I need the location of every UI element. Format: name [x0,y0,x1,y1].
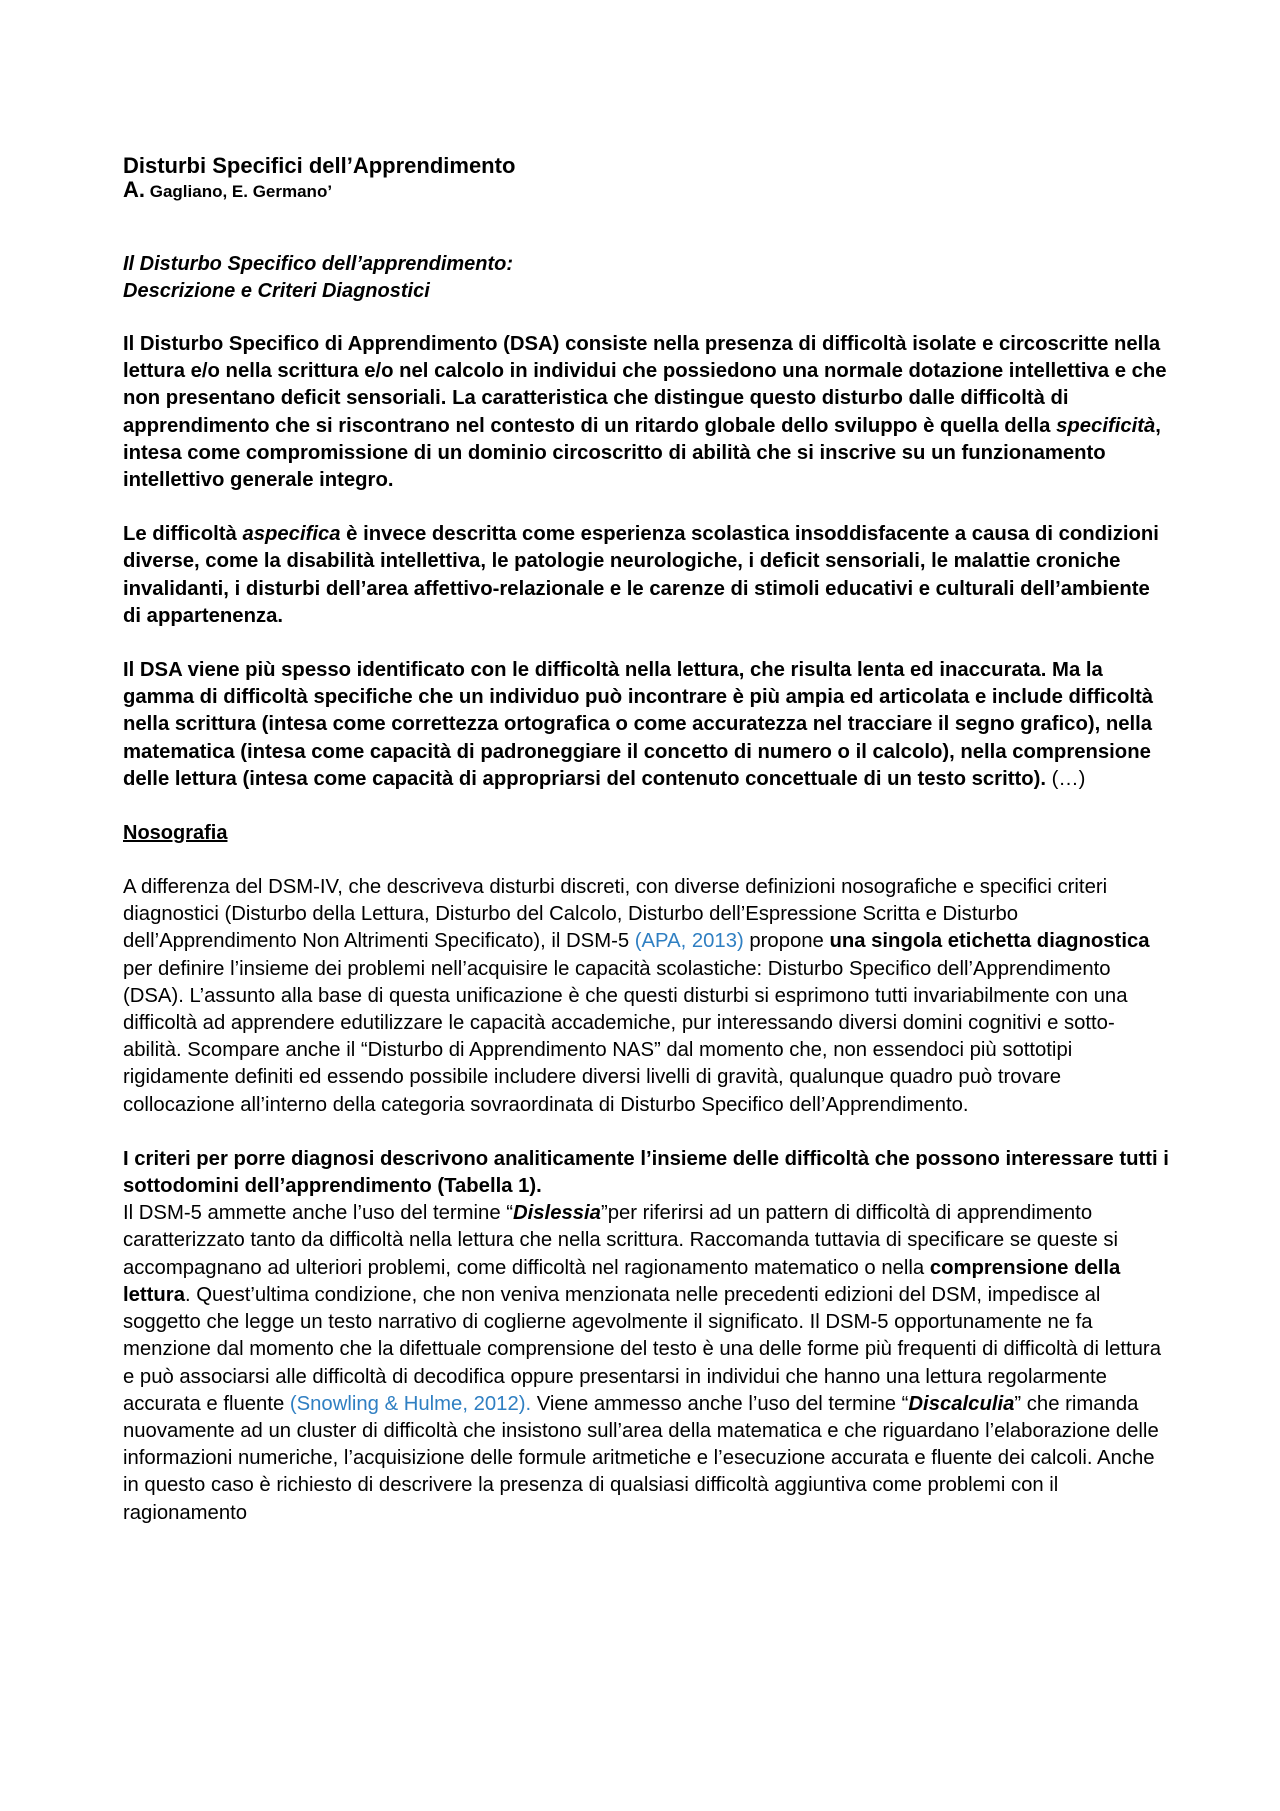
emphasis-specificita: specificità [1056,414,1156,437]
heading-nosografia: Nosografia [123,822,228,845]
authors-initial: A. [123,177,145,202]
paragraph-text: Il DSM-5 ammette anche l’uso del termine “ [123,1202,513,1225]
paragraph-dislessia [123,1200,1173,1526]
document-title: Disturbi Specifici dell’Apprendimento [123,153,516,178]
paragraph-text: per definire l’insieme dei problemi nell’acquisire le capacità scolastiche: Disturbo Specifico dell’Apprendimento (DSA). L’assunto alla base di questa unificazione è che questi disturbi si esprimono tutti invariabilmente con una difficoltà ad apprendere edutilizzare le capacità accademiche, pur interessando diversi domini cognitivi e sotto-abilità. Scompare anche il “Disturbo di Apprendimento NAS” dal momento che, non essendoci più sottotipi rigidamente definiti ed essendo possibile includere diversi livelli di gravità, qualunque quadro può trovare collocazione all’interno della categoria sovraordinata di Disturbo Specifico dell’Apprendimento. [123,957,1128,1116]
paragraph-text: . Quest’ultima condizione, che non veniva menzionata nelle precedenti edizioni del DSM, impedisce al soggetto che legge un testo narrativo di coglierne agevolmente il significato. Il DSM-5 opportunamente ne fa menzione dal momento che la difettuale comprensione del testo è una delle forme più frequenti di difficoltà di lettura e può associarsi alle difficoltà di decodifica oppure presentarsi in individui che hanno una lettura regolarmente accurata e fluente [123,1283,1161,1415]
term-dislessia: Dislessia [513,1202,601,1225]
paragraph-text: ”per riferirsi ad un pattern di difficoltà di apprendimento caratterizzato tanto da difficoltà nella lettura che nella scrittura. Raccomanda tuttavia di specificare se queste si accompagnano ad ulteriori problemi, come difficoltà nel ragionamento matematico o nella [123,1202,1119,1279]
paragraph-dsa-range [123,657,1173,793]
paragraph-text: , intesa come compromissione di un dominio circoscritto di abilità che si inscrive su un funzionamento intellettivo generale integro. [123,414,1161,492]
document-body [123,152,1173,1527]
paragraph-text: Il Disturbo Specifico di Apprendimento (DSA) consiste nella presenza di difficoltà isolate e circoscritte nella lettura e/o nella scrittura e/o nel calcolo in individui che possiedono una normale dotazione intellettiva e che non presentano deficit sensoriali. La caratteristica che distingue questo disturbo dalle difficoltà di apprendimento che si riscontrano nel contesto di un ritardo globale dello sviluppo è quella della [123,333,1167,437]
term-discalculia: Discalculia [908,1392,1015,1415]
paragraph-text: Il DSA viene più spesso identificato con le difficoltà nella lettura, che risulta lenta ed inaccurata. Ma la gamma di difficoltà specifiche che un individuo può incontrare è più ampia ed articolata e include difficoltà nella scrittura (intesa come correttezza ortografica o come accuratezza nel tracciare il segno grafico), nella matematica (intesa come capacità di padroneggiare il concetto di numero o il calcolo), nella comprensione delle lettura (intesa come capacità di appropriarsi del contenuto concettuale di un testo scritto). [123,659,1154,790]
paragraph-dsm5 [123,874,1173,1119]
paragraph-text: propone [743,930,830,953]
section-title-line-1: Il Disturbo Specifico dell’apprendimento: [123,253,514,275]
section-title-line-2: Descrizione e Criteri Diagnostici [123,280,430,302]
authors-line [123,179,1173,203]
paragraph-text: Viene ammesso anche l’uso del termine “ [531,1392,909,1415]
bold-phrase: una singola etichetta diagnostica [829,930,1150,953]
paragraph-aspecifica [123,521,1173,630]
citation-snowling-hulme-2012[interactable]: (Snowling & Hulme, 2012). [289,1392,532,1415]
citation-apa-2013[interactable]: (APA, 2013) [634,930,744,953]
paragraph-text: è invece descritta come esperienza scolastica insoddisfacente a causa di condizioni diverse, come la disabilità intellettiva, le patologie neurologiche, i deficit sensoriali, le malattie croniche invalidanti, i disturbi dell’area affettivo-relazionale e le carenze di stimoli educativi e culturali dell’ambiente di appartenenza. [123,523,1159,627]
paragraph-text: A differenza del DSM-IV, che descriveva disturbi discreti, con diverse definizioni nosografiche e specifici criteri diagnostici (Disturbo della Lettura, Disturbo del Calcolo, Disturbo dell’Espressione Scritta e Disturbo dell’Apprendimento Non Altrimenti Specificato), il DSM-5 [123,876,1108,953]
paragraph-definition [123,331,1173,494]
ellipsis: (…) [1046,767,1086,790]
paragraph-text: Le difficoltà [123,523,243,546]
bold-phrase: comprensione della lettura [123,1256,1121,1306]
paragraph-text: ” che rimanda nuovamente ad un cluster di difficoltà che insistono sull’area della matematica e che riguardano l’elaborazione delle informazioni numeriche, l’acquisizione delle formule aritmetiche e l’esecuzione accurata e fluente dei calcoli. Anche in questo caso è richiesto di descrivere la presenza di qualsiasi difficoltà aggiuntiva come problemi con il ragionamento [123,1392,1159,1524]
section-title [123,251,1173,305]
emphasis-aspecifica: aspecifica [242,523,341,546]
paragraph-criteri: I criteri per porre diagnosi descrivono analiticamente l’insieme delle difficoltà che possono interessare tutti i sottodomini dell’apprendimento (Tabella 1). [123,1147,1169,1198]
authors-names: Gagliano, E. Germano’ [149,182,333,201]
